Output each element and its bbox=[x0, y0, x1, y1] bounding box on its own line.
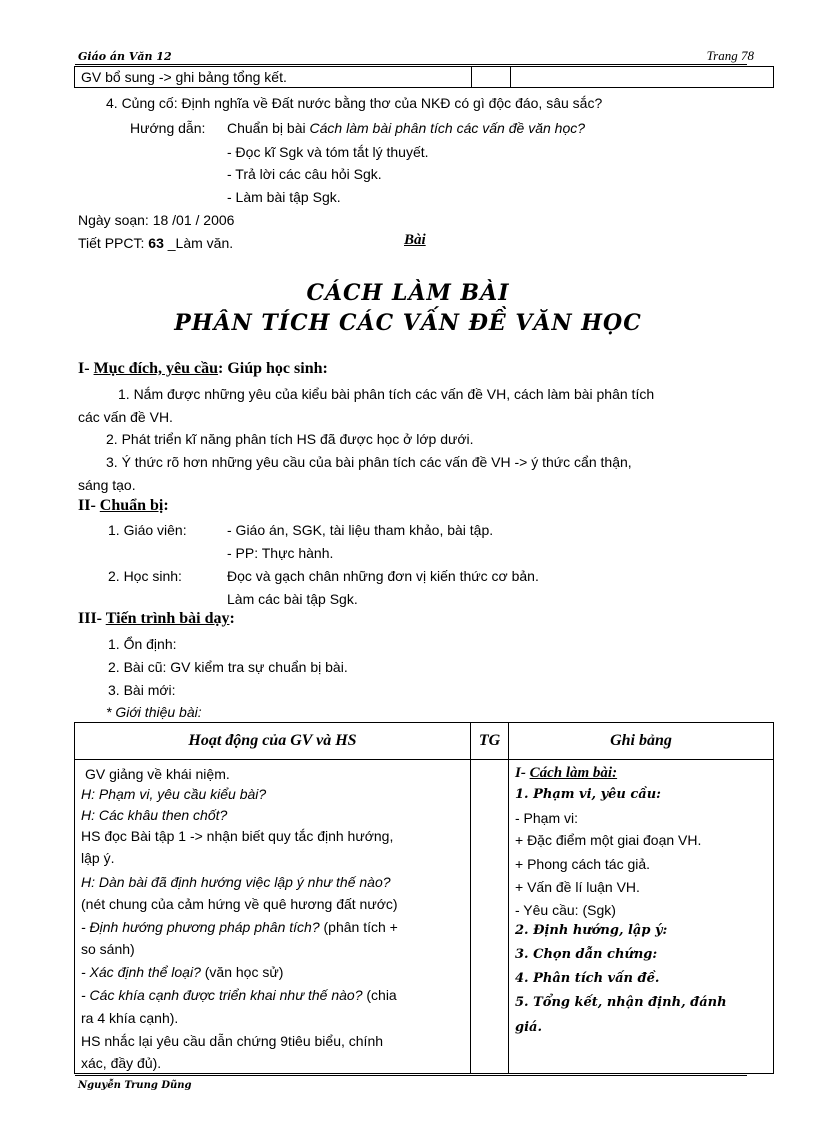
continuation-cell-tg bbox=[472, 67, 511, 87]
guide-text bbox=[227, 119, 585, 137]
objective-3b: sáng tạo. bbox=[78, 477, 136, 493]
activity-line: H: Phạm vi, yêu cầu kiểu bài? bbox=[81, 786, 267, 802]
teacher-prep-1: - Giáo án, SGK, tài liệu tham khảo, bài tập. bbox=[227, 522, 494, 538]
objective-3a: 3. Ý thức rõ hơn những yêu cầu của bài phân tích các vấn đề VH -> ý thức cẩn thận, bbox=[106, 454, 632, 470]
continuation-text: GV bổ sung -> ghi bảng tổng kết. bbox=[81, 69, 287, 85]
guide-sub-2: - Trả lời các câu hỏi Sgk. bbox=[227, 166, 382, 182]
continuation-table bbox=[74, 66, 774, 88]
activity-line: so sánh) bbox=[81, 941, 135, 957]
tiet-number: 63 bbox=[148, 235, 164, 251]
page-number: Trang 78 bbox=[706, 48, 754, 63]
section-2-num: II- bbox=[78, 497, 100, 514]
prep-date: Ngày soạn: 18 /01 / 2006 bbox=[78, 212, 235, 228]
table-divider-1 bbox=[470, 723, 471, 1073]
footer-author: Nguyễn Trung Dũng bbox=[78, 1080, 192, 1091]
board-heading bbox=[515, 765, 617, 782]
board-line: + Vấn đề lí luận VH. bbox=[515, 879, 640, 895]
item-4: 4. Củng cố: Định nghĩa về Đất nước bằng thơ của NKĐ có gì độc đáo, sâu sắc? bbox=[106, 95, 603, 111]
section-1-title: Mục đích, yêu cầu bbox=[93, 360, 219, 377]
lesson-title-line2: PHÂN TÍCH CÁC VẤN ĐỀ VĂN HỌC bbox=[174, 310, 642, 336]
guide-plain: Chuẩn bị bài bbox=[227, 120, 310, 136]
activity-line: HS đọc Bài tập 1 -> nhận biết quy tắc định hướng, bbox=[81, 828, 394, 844]
section-2-heading bbox=[78, 497, 169, 515]
section-2-title: Chuẩn bị bbox=[99, 497, 164, 514]
table-header-tg: TG bbox=[478, 732, 501, 749]
activity-answer: (phân tích + bbox=[319, 919, 398, 935]
tiet-ppct bbox=[78, 234, 233, 252]
student-prep-1: Đọc và gạch chân những đơn vị kiến thức cơ bản. bbox=[227, 568, 539, 584]
board-line: + Phong cách tác giả. bbox=[515, 856, 651, 872]
student-prep-2: Làm các bài tập Sgk. bbox=[227, 591, 358, 607]
step-1: 1. Ổn định: bbox=[108, 636, 177, 652]
activity-line bbox=[81, 986, 397, 1004]
board-line: 2. Định hướng, lập ý: bbox=[515, 923, 668, 938]
section-1-heading bbox=[78, 360, 328, 378]
activity-line: lập ý. bbox=[81, 850, 115, 866]
student-label: 2. Học sinh: bbox=[108, 568, 182, 584]
footer-divider bbox=[75, 1075, 747, 1076]
guide-italic: Cách làm bài phân tích các vấn đề văn học? bbox=[309, 120, 586, 136]
activity-line bbox=[81, 963, 283, 981]
table-header-board: Ghi bảng bbox=[610, 732, 672, 749]
objective-1a: 1. Nắm được những yêu của kiểu bài phân tích các vấn đề VH, cách làm bài phân tích bbox=[118, 386, 655, 402]
activity-line: xác, đầy đủ). bbox=[81, 1055, 162, 1071]
board-heading-num: I- bbox=[515, 765, 530, 781]
guide-sub-3: - Làm bài tập Sgk. bbox=[227, 189, 341, 205]
section-2-tail: : bbox=[163, 497, 169, 514]
board-line: 5. Tổng kết, nhận định, đánh bbox=[515, 995, 727, 1010]
step-2: 2. Bài cũ: GV kiểm tra sự chuẩn bị bài. bbox=[108, 659, 348, 675]
table-header-divider bbox=[75, 759, 773, 760]
bai-label: Bài bbox=[404, 232, 426, 248]
teacher-label: 1. Giáo viên: bbox=[108, 522, 187, 538]
activity-line: H: Dàn bài đã định hướng việc lập ý như thế nào? bbox=[81, 874, 391, 890]
continuation-cell bbox=[75, 67, 472, 87]
activity-answer: (chia bbox=[362, 987, 397, 1003]
lesson-title-line1: CÁCH LÀM BÀI bbox=[306, 280, 510, 306]
activity-question: - Xác định thể loại? bbox=[81, 964, 201, 980]
objective-1b: các vấn đề VH. bbox=[78, 409, 173, 425]
activity-question: - Các khía cạnh được triển khai như thế nào? bbox=[81, 987, 363, 1003]
board-line: 1. Phạm vi, yêu cầu: bbox=[515, 787, 661, 802]
activity-answer: (văn học sử) bbox=[200, 964, 284, 980]
tiet-subject: _Làm văn. bbox=[163, 235, 234, 251]
guide-sub-1: - Đọc kĩ Sgk và tóm tắt lý thuyết. bbox=[227, 144, 429, 160]
board-line: 4. Phân tích vấn đề. bbox=[515, 971, 660, 986]
activity-line bbox=[81, 918, 398, 936]
lesson-table bbox=[74, 722, 774, 1074]
table-divider-2 bbox=[508, 723, 509, 1073]
activity-line: H: Các khâu then chốt? bbox=[81, 807, 228, 823]
activity-question: - Định hướng phương pháp phân tích? bbox=[81, 919, 320, 935]
step-3: 3. Bài mới: bbox=[108, 682, 176, 698]
objective-2: 2. Phát triển kĩ năng phân tích HS đã được học ở lớp dưới. bbox=[106, 431, 474, 447]
board-heading-title: Cách làm bài: bbox=[529, 765, 618, 781]
board-line: - Phạm vi: bbox=[515, 810, 579, 826]
board-line: + Đặc điểm một giai đoạn VH. bbox=[515, 832, 702, 848]
table-header-activity: Hoạt động của GV và HS bbox=[188, 732, 357, 749]
activity-line: (nét chung của cảm hứng về quê hương đất nước) bbox=[81, 896, 398, 912]
guide-label: Hướng dẫn: bbox=[130, 120, 206, 136]
section-1-tail: : Giúp học sinh: bbox=[218, 360, 328, 377]
header-divider bbox=[75, 64, 747, 65]
section-3-num: III- bbox=[78, 610, 106, 627]
activity-line: HS nhắc lại yêu cầu dẫn chứng 9tiêu biểu, chính bbox=[81, 1033, 384, 1049]
section-3-tail: : bbox=[229, 610, 235, 627]
section-3-title: Tiến trình bài dạy bbox=[105, 610, 230, 627]
tiet-label: Tiết PPCT: bbox=[78, 235, 149, 251]
board-line: giá. bbox=[515, 1020, 542, 1035]
step-4-intro: * Giới thiệu bài: bbox=[106, 704, 202, 720]
board-line: 3. Chọn dẫn chứng: bbox=[515, 947, 658, 962]
section-1-num: I- bbox=[78, 360, 94, 377]
header-left: Giáo án Văn 12 bbox=[78, 50, 172, 63]
activity-line: GV giảng về khái niệm. bbox=[85, 766, 230, 782]
board-line: - Yêu cầu: (Sgk) bbox=[515, 902, 616, 918]
section-3-heading bbox=[78, 610, 235, 628]
teacher-prep-2: - PP: Thực hành. bbox=[227, 545, 334, 561]
activity-line: ra 4 khía cạnh). bbox=[81, 1010, 179, 1026]
